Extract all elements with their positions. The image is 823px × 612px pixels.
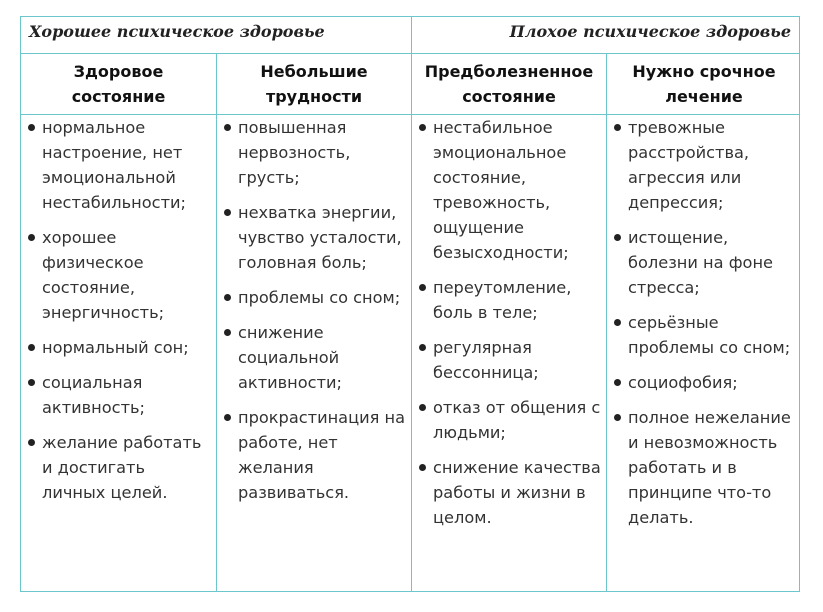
column-urgent-treatment	[613, 115, 793, 540]
list-item: снижение качества работы и жизни в целом.	[418, 455, 602, 530]
list-item: желание работать и достигать личных целей.	[27, 430, 212, 505]
column-divider	[216, 54, 217, 591]
column-header-label: Здоровое состояние	[71, 62, 166, 106]
list-item: нехватка энергии, чувство усталости, головная боль;	[223, 200, 407, 275]
column-header-minor-difficulties	[217, 54, 411, 114]
list-item: регулярная бессонница;	[418, 335, 602, 385]
column-header-label: Предболезненное состояние	[424, 62, 594, 106]
list-item: нормальное настроение, нет эмоциональной нестабильности;	[27, 115, 212, 215]
group-header-bad: Плохое психическое здоровье	[509, 22, 791, 41]
list-item: нестабильное эмоциональное состояние, тревожность, ощущение безысходности;	[418, 115, 602, 265]
mental-health-table	[20, 16, 800, 592]
column-healthy	[27, 115, 212, 515]
list-item: хорошее физическое состояние, энергичность;	[27, 225, 212, 325]
list-item: социофобия;	[613, 370, 793, 395]
column-minor-difficulties	[223, 115, 407, 515]
column-header-pre-illness	[412, 54, 606, 114]
column-header-label: Небольшие трудности	[260, 62, 368, 106]
group-header-good: Хорошее психическое здоровье	[29, 22, 325, 41]
list-item: тревожные расстройства, агрессия или депрессия;	[613, 115, 793, 215]
list-item: снижение социальной активности;	[223, 320, 407, 395]
list-item: истощение, болезни на фоне стресса;	[613, 225, 793, 300]
column-header-urgent-treatment	[607, 54, 801, 114]
list-item: полное нежелание и невозможность работать и в принципе что-то делать.	[613, 405, 793, 530]
list-item: повышенная нервозность, грусть;	[223, 115, 407, 190]
list-item: социальная активность;	[27, 370, 212, 420]
list-item: переутомление, боль в теле;	[418, 275, 602, 325]
column-header-label: Нужно срочное лечение	[632, 62, 776, 106]
column-divider	[606, 54, 607, 591]
list-item: серьёзные проблемы со сном;	[613, 310, 793, 360]
list-item: отказ от общения с людьми;	[418, 395, 602, 445]
list-item: нормальный сон;	[27, 335, 212, 360]
column-pre-illness	[418, 115, 602, 540]
list-item: прокрастинация на работе, нет желания развиваться.	[223, 405, 407, 505]
list-item: проблемы со сном;	[223, 285, 407, 310]
column-header-healthy	[21, 54, 216, 114]
